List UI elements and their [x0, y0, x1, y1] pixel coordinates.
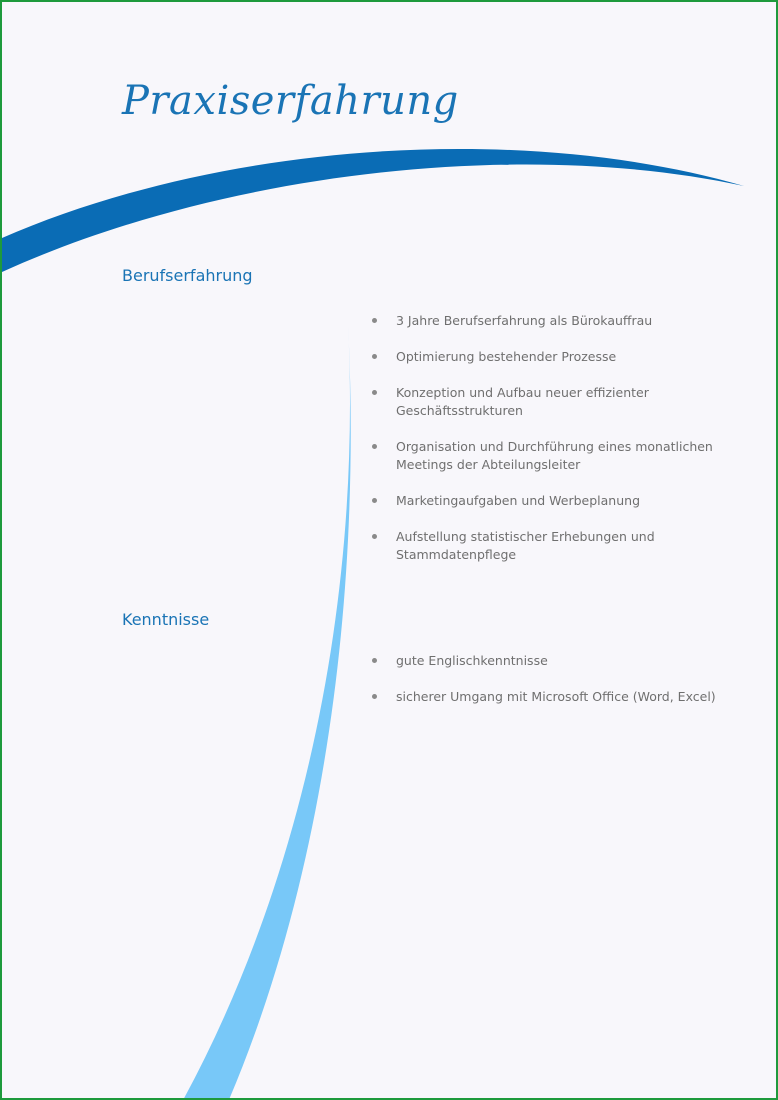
list-item: Marketingaufgaben und Werbeplanung [372, 492, 742, 510]
top-swoosh [2, 149, 744, 272]
berufserfahrung-list [372, 312, 742, 564]
list-item: Organisation und Durchführung eines monatlichen Meetings der Abteilungsleiter [372, 438, 742, 474]
section-heading-kenntnisse: Kenntnisse [122, 610, 210, 629]
bullet-icon [372, 390, 377, 395]
vertical-swoosh [182, 324, 351, 1100]
bullet-icon [372, 658, 377, 663]
bullet-icon [372, 354, 377, 359]
kenntnisse-list [372, 652, 742, 706]
list-item: Optimierung bestehender Prozesse [372, 348, 742, 366]
list-item: 3 Jahre Berufserfahrung als Bürokauffrau [372, 312, 742, 330]
list-item: sicherer Umgang mit Microsoft Office (Word, Excel) [372, 688, 742, 706]
page-title: Praxiserfahrung [122, 78, 459, 124]
bullet-icon [372, 694, 377, 699]
bullet-icon [372, 498, 377, 503]
list-item: Aufstellung statistischer Erhebungen und Stammdatenpflege [372, 528, 742, 564]
bullet-icon [372, 444, 377, 449]
bullet-icon [372, 534, 377, 539]
list-item: gute Englischkenntnisse [372, 652, 742, 670]
bullet-icon [372, 318, 377, 323]
section-heading-berufserfahrung: Berufserfahrung [122, 266, 253, 285]
list-item: Konzeption und Aufbau neuer effizienter Geschäftsstrukturen [372, 384, 742, 420]
